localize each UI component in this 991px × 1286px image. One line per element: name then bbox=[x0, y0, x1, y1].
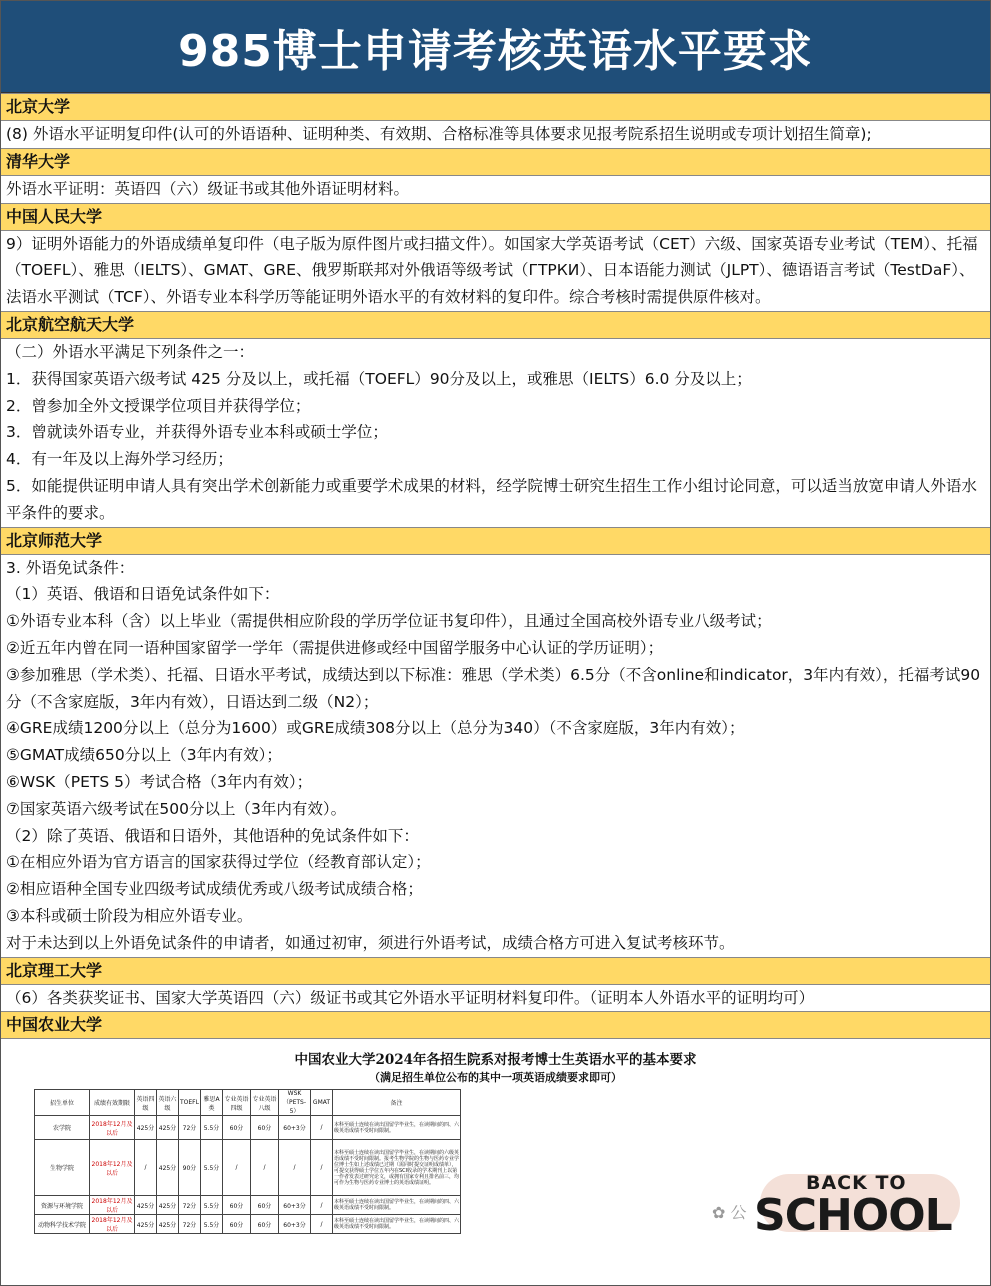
university-requirements bbox=[1, 176, 990, 203]
table-cell: / bbox=[223, 1140, 251, 1196]
logo-line2: SCHOOL bbox=[754, 1190, 952, 1242]
table-cell: 本科至硕士连续在读出国留学毕业生，在读期间的四、六级英语成绩不受时间限制。 bbox=[333, 1215, 461, 1234]
table-cell: 5.5分 bbox=[201, 1116, 223, 1140]
table-cell: 60分 bbox=[251, 1116, 279, 1140]
table-row bbox=[35, 1140, 461, 1196]
table-header-cell: 专业英语四级 bbox=[223, 1090, 251, 1116]
table-header-cell: 专业英语八级 bbox=[251, 1090, 279, 1116]
table-cell: 60分 bbox=[223, 1215, 251, 1234]
table-cell: 本科至硕士连续在读出国留学毕业生，在读期间的四、六级英语成绩不受时间限制。 bbox=[333, 1196, 461, 1215]
table-cell: 本科至硕士连续在读出国留学毕业生，在读期间的六级英语成绩不受时间限制。报考生物学院的生物与医药专业学位博士生如上述成绩已过期（需同时提交证明成绩单），可提交获得硕士学位五年内在SCI收录的学术期刊上以第一作者发表过研究论文，或拥有国家专利且排名前三，均可作为生物与医药专业博士的英语成绩证明。 bbox=[333, 1140, 461, 1196]
university-requirements bbox=[1, 985, 990, 1012]
university-requirements bbox=[1, 231, 990, 311]
requirement-line: ⑦国家英语六级考试在500分以上（3年内有效）。 bbox=[6, 799, 347, 818]
table-header-cell: 英语六级 bbox=[157, 1090, 179, 1116]
requirement-line: 对于未达到以上外语免试条件的申请者，如通过初审，须进行外语考试，成绩合格方可进入复试考核环节。 bbox=[6, 933, 735, 952]
back-to-school-watermark bbox=[712, 1168, 980, 1246]
requirement-line: 2．曾参加全外文授课学位项目并获得学位； bbox=[6, 396, 311, 415]
university-header: 北京理工大学 bbox=[1, 957, 990, 985]
requirement-line: ③本科或硕士阶段为相应外语专业。 bbox=[6, 906, 253, 925]
table-row bbox=[35, 1116, 461, 1140]
table-cell: 2018年12月及以后 bbox=[90, 1140, 135, 1196]
table-cell: 425分 bbox=[157, 1215, 179, 1234]
requirement-line: ③参加雅思（学术类）、托福、日语水平考试，成绩达到以下标准：雅思（学术类）6.5分（不含online和indicator，3年内有效），托福考试90分（不含家庭版，3年内有效），日语达到二级（N2）； bbox=[6, 665, 981, 711]
table-cell: 60分 bbox=[223, 1196, 251, 1215]
university-requirements bbox=[1, 121, 990, 148]
page-title: 985博士申请考核英语水平要求 bbox=[178, 25, 813, 77]
table-cell: 72分 bbox=[179, 1116, 201, 1140]
university-header: 中国人民大学 bbox=[1, 203, 990, 231]
table-header-cell: TOEFL bbox=[179, 1090, 201, 1116]
table-header-cell: 成绩有效期限 bbox=[90, 1090, 135, 1116]
requirement-line: ②近五年内曾在同一语种国家留学一学年（需提供进修或经中国留学服务中心认证的学历证明）； bbox=[6, 638, 664, 657]
requirement-line: ⑤GMAT成绩650分以上（3年内有效）； bbox=[6, 746, 282, 765]
wechat-icon: ✿ 公 bbox=[712, 1203, 747, 1223]
requirement-line: 9）证明外语能力的外语成绩单复印件（电子版为原件图片或扫描文件）。如国家大学英语考试（CET）六级、国家英语专业考试（TEM）、托福（TOEFL）、雅思（IELTS）、GMAT、GRE、俄罗斯联邦对外俄语等级考试（ГТРКИ）、日本语能力测试（JLPT）、德语语言考试（TestDaF）、法语水平测试（TCF）、外语专业本科学历等能证明外语水平的有效材料的复印件。综合考核时需提供原件核对。 bbox=[6, 234, 978, 307]
university-header: 北京大学 bbox=[1, 93, 990, 121]
table-header-cell: 招生单位 bbox=[35, 1090, 90, 1116]
requirement-line: 外语水平证明：英语四（六）级证书或其他外语证明材料。 bbox=[6, 179, 410, 198]
cau-table-subtitle: （满足招生单位公布的其中一项英语成绩要求即可） bbox=[369, 1071, 622, 1085]
requirement-line: 4．有一年及以上海外学习经历； bbox=[6, 450, 233, 469]
table-header-cell: WSK（PETS-5） bbox=[279, 1090, 311, 1116]
cau-table-image bbox=[1, 1048, 990, 1244]
table-cell: 2018年12月及以后 bbox=[90, 1196, 135, 1215]
table-cell: 72分 bbox=[179, 1215, 201, 1234]
logo-line1: BACK TO bbox=[806, 1172, 907, 1195]
table-cell: / bbox=[311, 1116, 333, 1140]
requirement-line: (8) 外语水平证明复印件(认可的外语语种、证明种类、有效期、合格标准等具体要求见报考院系招生说明或专项计划招生简章); bbox=[6, 125, 872, 143]
university-header: 北京师范大学 bbox=[1, 527, 990, 555]
table-cell: 资源与环境学院 bbox=[35, 1196, 90, 1215]
requirement-line: 1．获得国家英语六级考试 425 分及以上，或托福（TOEFL）90分及以上，或雅思（IELTS）6.0 分及以上； bbox=[6, 369, 752, 388]
table-cell: 60分 bbox=[223, 1116, 251, 1140]
requirement-line: ⑥WSK（PETS 5）考试合格（3年内有效）； bbox=[6, 772, 313, 791]
table-row bbox=[35, 1215, 461, 1234]
requirement-line: ④GRE成绩1200分以上（总分为1600）或GRE成绩308分以上（总分为340）（不含家庭版，3年内有效）； bbox=[6, 719, 745, 738]
table-cell: 425分 bbox=[135, 1215, 157, 1234]
requirement-line: 5．如能提供证明申请人具有突出学术创新能力或重要学术成果的材料，经学院博士研究生招生工作小组讨论同意，可以适当放宽申请人外语水平条件的要求。 bbox=[6, 476, 977, 522]
table-cell: / bbox=[311, 1215, 333, 1234]
table-cell: 生物学院 bbox=[35, 1140, 90, 1196]
table-cell: / bbox=[279, 1140, 311, 1196]
requirement-line: ②相应语种全国专业四级考试成绩优秀或八级考试成绩合格； bbox=[6, 880, 423, 899]
table-cell: / bbox=[135, 1140, 157, 1196]
cau-requirements-table bbox=[34, 1089, 461, 1234]
cau-table-title: 中国农业大学2024年各招生院系对报考博士生英语水平的基本要求 bbox=[294, 1052, 697, 1069]
requirement-line: （2）除了英语、俄语和日语外，其他语种的免试条件如下： bbox=[6, 826, 419, 845]
university-header: 中国农业大学 bbox=[1, 1011, 990, 1039]
header-banner bbox=[1, 1, 990, 93]
requirement-line: （二）外语水平满足下列条件之一： bbox=[6, 342, 255, 361]
table-cell: 425分 bbox=[157, 1196, 179, 1215]
requirement-line: ①在相应外语为官方语言的国家获得过学位（经教育部认定）； bbox=[6, 853, 431, 872]
requirement-line: 3. 外语免试条件： bbox=[6, 558, 135, 577]
table-cell: 5.5分 bbox=[201, 1215, 223, 1234]
table-cell: 90分 bbox=[179, 1140, 201, 1196]
university-requirements bbox=[1, 339, 990, 527]
table-cell: 农学院 bbox=[35, 1116, 90, 1140]
table-cell: 2018年12月及以后 bbox=[90, 1215, 135, 1234]
table-cell: 425分 bbox=[135, 1116, 157, 1140]
requirement-line: （1）英语、俄语和日语免试条件如下： bbox=[6, 585, 280, 604]
requirement-line: 3．曾就读外语专业，并获得外语专业本科或硕士学位； bbox=[6, 423, 388, 442]
table-cell: 2018年12月及以后 bbox=[90, 1116, 135, 1140]
table-header-cell: 备注 bbox=[333, 1090, 461, 1116]
table-cell: 60分 bbox=[251, 1215, 279, 1234]
table-cell: / bbox=[251, 1140, 279, 1196]
table-cell: 本科至硕士连续在读出国留学毕业生，在读期间的四、六级英语成绩不受时间限制。 bbox=[333, 1116, 461, 1140]
table-cell: 动物科学技术学院 bbox=[35, 1215, 90, 1234]
university-header: 北京航空航天大学 bbox=[1, 311, 990, 339]
requirement-line: ①外语专业本科（含）以上毕业（需提供相应阶段的学历学位证书复印件），且通过全国高校外语专业八级考试； bbox=[6, 612, 772, 631]
table-header-cell: 雅思A类 bbox=[201, 1090, 223, 1116]
table-cell: 425分 bbox=[157, 1116, 179, 1140]
table-cell: / bbox=[311, 1196, 333, 1215]
table-cell: 60分 bbox=[251, 1196, 279, 1215]
table-cell: 425分 bbox=[135, 1196, 157, 1215]
table-header-row bbox=[35, 1090, 461, 1116]
table-cell: 60+3分 bbox=[279, 1215, 311, 1234]
table-header-cell: GMAT bbox=[311, 1090, 333, 1116]
university-requirements bbox=[1, 555, 990, 957]
table-row bbox=[35, 1196, 461, 1215]
table-cell: 425分 bbox=[157, 1140, 179, 1196]
sections-container bbox=[1, 93, 990, 1039]
table-cell: / bbox=[311, 1140, 333, 1196]
table-cell: 60+3分 bbox=[279, 1196, 311, 1215]
table-cell: 60+3分 bbox=[279, 1116, 311, 1140]
table-cell: 5.5分 bbox=[201, 1196, 223, 1215]
table-cell: 72分 bbox=[179, 1196, 201, 1215]
requirement-line: （6）各类获奖证书、国家大学英语四（六）级证书或其它外语水平证明材料复印件。（证明本人外语水平的证明均可） bbox=[6, 988, 815, 1007]
university-header: 清华大学 bbox=[1, 148, 990, 176]
table-header-cell: 英语四级 bbox=[135, 1090, 157, 1116]
table-cell: 5.5分 bbox=[201, 1140, 223, 1196]
